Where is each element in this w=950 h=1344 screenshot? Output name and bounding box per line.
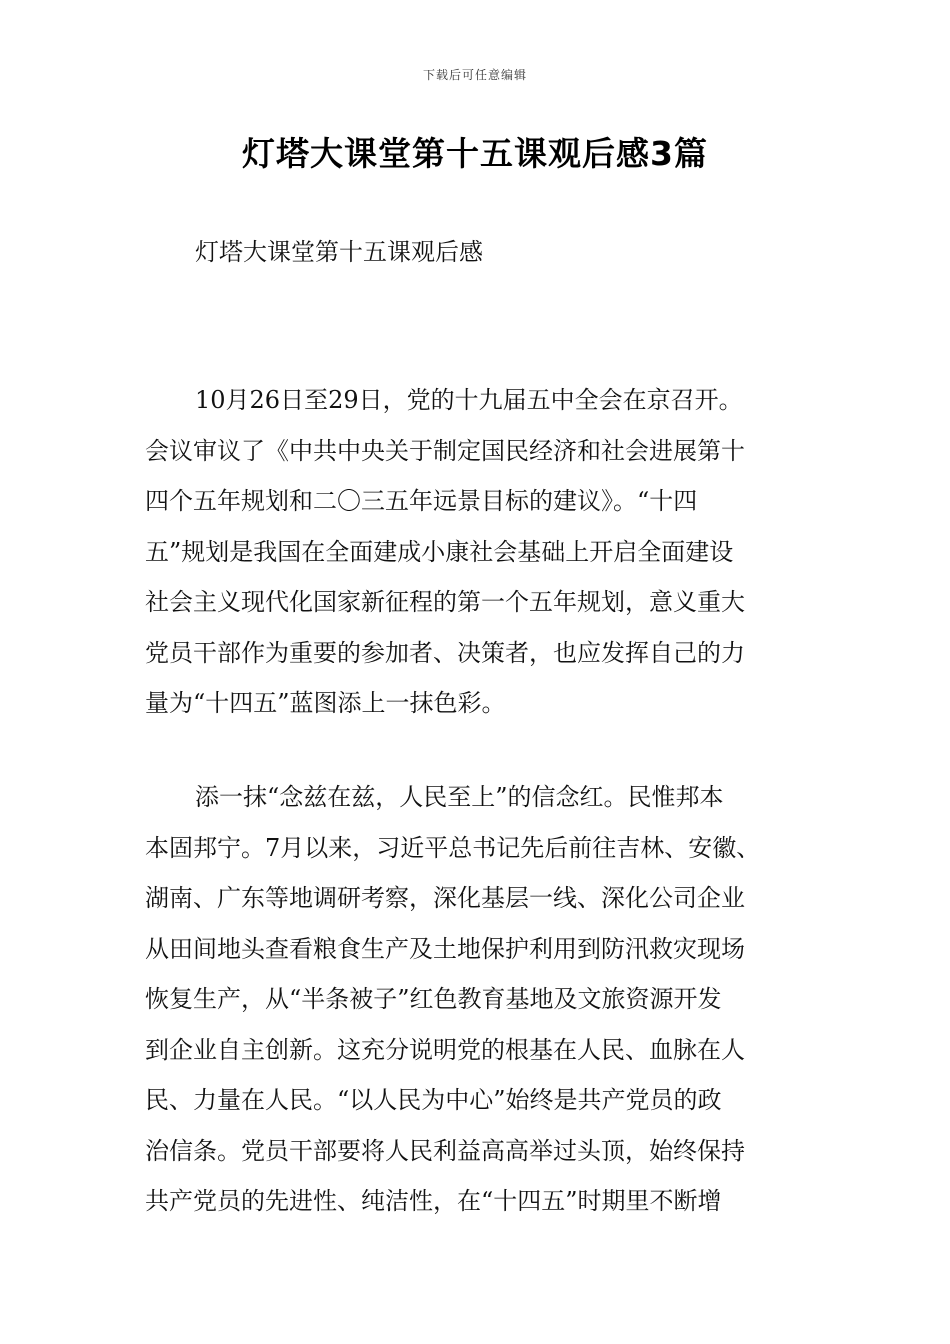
paragraph-2 [145, 772, 807, 1227]
document-title: 灯塔大课堂第十五课观后感3篇 [242, 134, 708, 173]
paragraph-line: 党员干部作为重要的参加者、决策者，也应发挥自己的力 [145, 638, 745, 667]
paragraph-line: 五”规划是我国在全面建成小康社会基础上开启全面建设 [145, 537, 734, 566]
paragraph-line: 到企业自主创新。这充分说明党的根基在人民、血脉在人 [145, 1035, 745, 1064]
paragraph-1 [145, 375, 807, 729]
paragraph-line: 民、力量在人民。“以人民为中心”始终是共产党员的政 [145, 1086, 722, 1114]
paragraph-line: 本固邦宁。7月以来，习近平总书记先后前往吉林、安徽、 [145, 833, 761, 862]
paragraph-line: 恢复生产，从“半条被子”红色教育基地及文旅资源开发 [145, 985, 722, 1013]
header-note: 下载后可任意编辑 [422, 68, 527, 82]
paragraph-line: 治信条。党员干部要将人民利益高高举过头顶，始终保持 [145, 1136, 745, 1165]
paragraph-line: 会议审议了《中共中央关于制定国民经济和社会进展第十 [145, 436, 745, 465]
paragraph-line: 社会主义现代化国家新征程的第一个五年规划，意义重大 [145, 588, 745, 616]
paragraph-line: 量为“十四五”蓝图添上一抹色彩。 [145, 689, 506, 717]
paragraph-line: 10月26日至29日，党的十九届五中全会在京召开。 [195, 386, 743, 414]
paragraph-line: 从田间地头查看粮食生产及土地保护利用到防汛救灾现场 [145, 934, 745, 963]
paragraph-line: 四个五年规划和二〇三五年远景目标的建议》。“十四 [145, 487, 698, 515]
paragraph-line: 添一抹“念兹在兹，人民至上”的信念红。民惟邦本 [195, 783, 724, 811]
paragraph-line: 湖南、广东等地调研考察，深化基层一线、深化公司企业 [145, 884, 745, 912]
section-subtitle: 灯塔大课堂第十五课观后感 [195, 238, 483, 266]
paragraph-line: 共产党员的先进性、纯洁性，在“十四五”时期里不断增 [145, 1187, 722, 1215]
